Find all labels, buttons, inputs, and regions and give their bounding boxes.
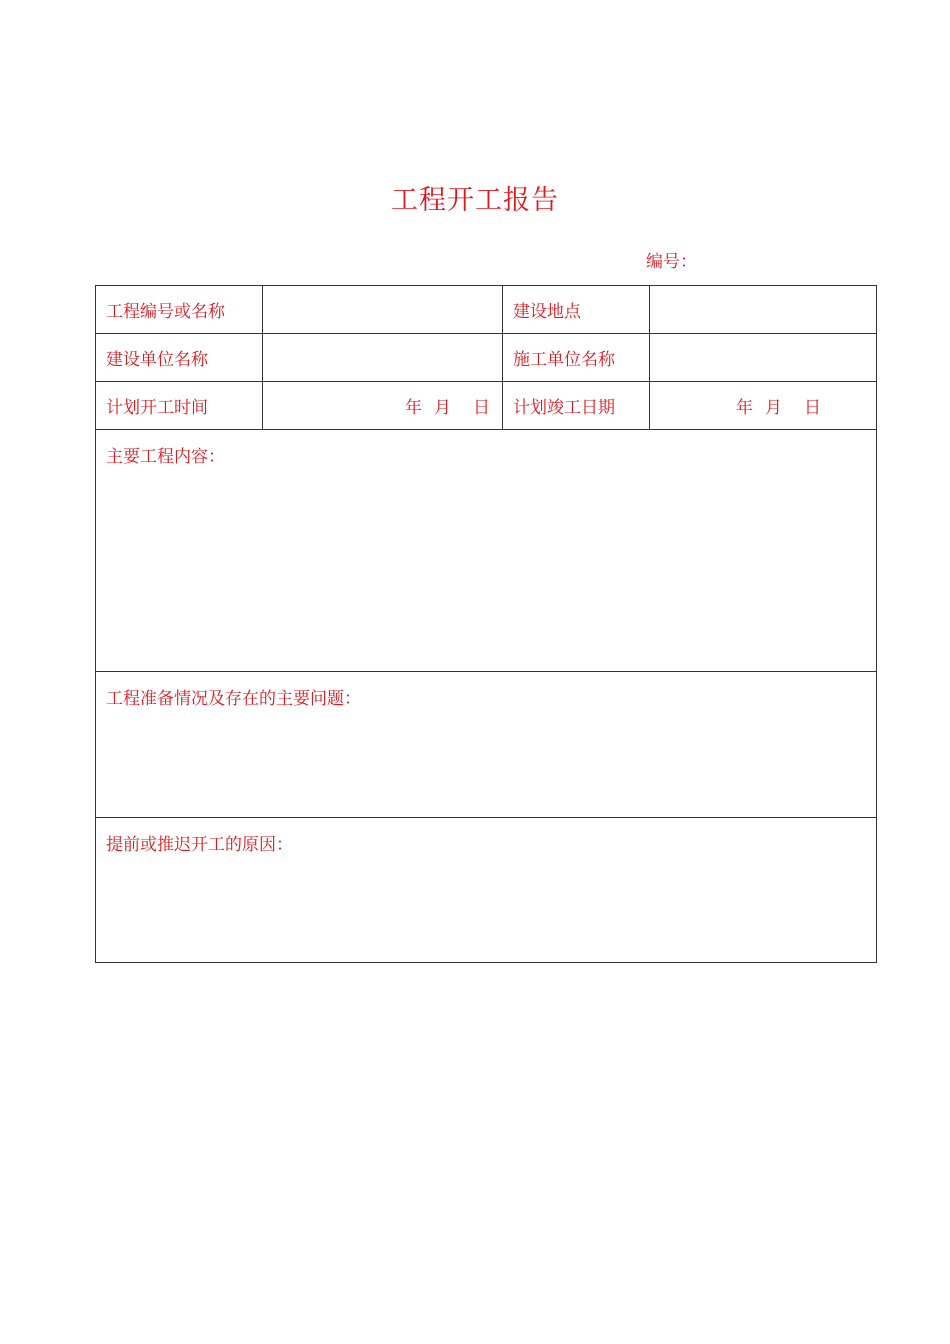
planned-end-label: 计划竣工日期 xyxy=(503,382,650,430)
reason-label: 提前或推迟开工的原因： xyxy=(106,835,293,855)
contractor-field[interactable] xyxy=(650,334,877,382)
preparation-field[interactable] xyxy=(96,672,877,818)
start-month-unit: 月 xyxy=(434,398,451,418)
start-year-unit: 年 xyxy=(405,398,422,418)
form-row-project xyxy=(96,286,877,334)
start-day-unit: 日 xyxy=(473,398,490,418)
project-name-field[interactable] xyxy=(263,286,503,334)
owner-field[interactable] xyxy=(263,334,503,382)
form-row-dates xyxy=(96,382,877,430)
planned-start-label: 计划开工时间 xyxy=(96,382,263,430)
form-row-main-content xyxy=(96,430,877,672)
end-year-unit: 年 xyxy=(736,398,753,418)
form-row-units xyxy=(96,334,877,382)
report-form-table xyxy=(95,285,877,963)
owner-label: 建设单位名称 xyxy=(96,334,263,382)
document-title: 工程开工报告 xyxy=(391,185,559,216)
site-label: 建设地点 xyxy=(503,286,650,334)
preparation-label: 工程准备情况及存在的主要问题： xyxy=(106,689,361,709)
form-row-preparation xyxy=(96,672,877,818)
project-name-label: 工程编号或名称 xyxy=(96,286,263,334)
planned-end-date-field[interactable] xyxy=(650,382,877,430)
form-row-reason xyxy=(96,818,877,963)
contractor-label: 施工单位名称 xyxy=(503,334,650,382)
end-day-unit: 日 xyxy=(804,398,821,418)
site-field[interactable] xyxy=(650,286,877,334)
serial-number-label: 编号： xyxy=(646,252,697,272)
reason-field[interactable] xyxy=(96,818,877,963)
planned-start-date-field[interactable] xyxy=(263,382,503,430)
end-month-unit: 月 xyxy=(765,398,782,418)
main-content-label: 主要工程内容： xyxy=(106,447,225,467)
main-content-field[interactable] xyxy=(96,430,877,672)
